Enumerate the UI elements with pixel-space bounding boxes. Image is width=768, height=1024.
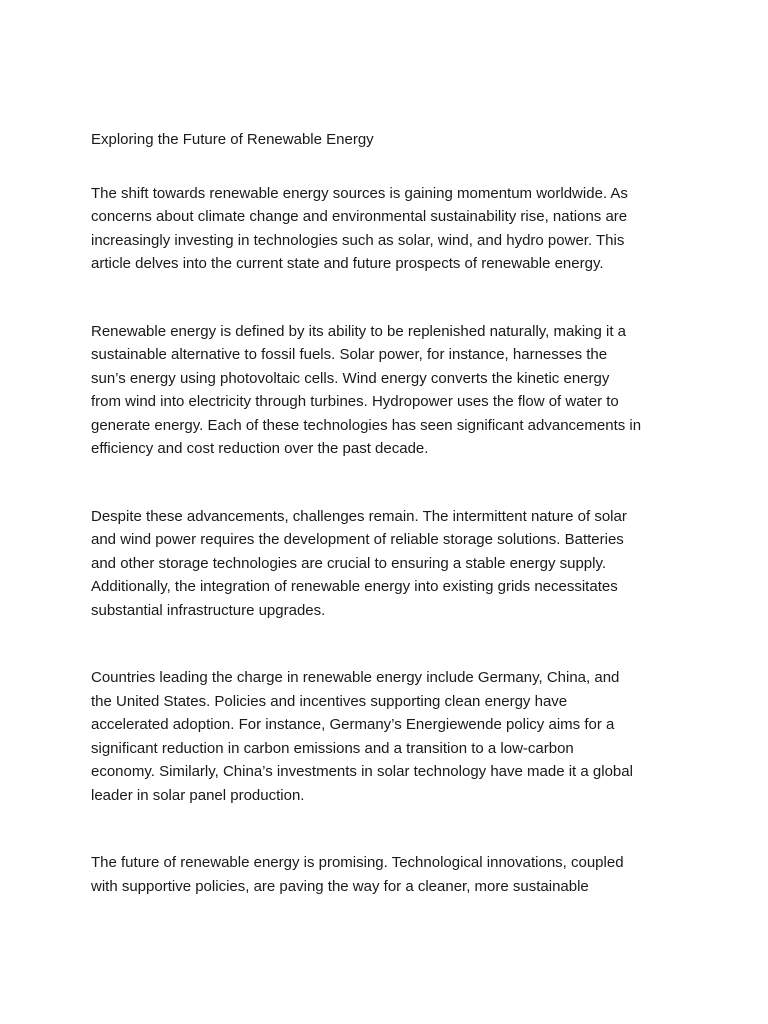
- paragraph-line: The future of renewable energy is promising. Technological innovations, coupled: [91, 854, 624, 871]
- paragraph-line: accelerated adoption. For instance, Germany’s Energiewende policy aims for a: [91, 716, 615, 733]
- paragraph-line: efficiency and cost reduction over the past decade.: [91, 440, 429, 457]
- paragraph-line: substantial infrastructure upgrades.: [91, 601, 326, 619]
- paragraph-line: from wind into electricity through turbines. Hydropower uses the flow of water to: [91, 393, 619, 410]
- paragraph-intro: [91, 182, 681, 276]
- paragraph-line: article delves into the current state and future prospects of renewable energy.: [91, 255, 604, 272]
- paragraph-line: and other storage technologies are crucial to ensuring a stable energy supply.: [91, 554, 607, 572]
- paragraph-line: Additionally, the integration of renewable energy into existing grids necessitates: [91, 578, 618, 595]
- paragraph-line: economy. Similarly, China’s investments in solar technology have made it a global: [91, 763, 633, 780]
- paragraph-line: the United States. Policies and incentives supporting clean energy have: [91, 692, 568, 710]
- paragraph-line: with supportive policies, are paving the way for a cleaner, more sustainable: [91, 877, 589, 895]
- paragraph-line: sun’s energy using photovoltaic cells. Wind energy converts the kinetic energy: [91, 369, 610, 387]
- paragraph-line: The shift towards renewable energy sources is gaining momentum worldwide. As: [91, 184, 628, 202]
- paragraph-definition: [91, 320, 681, 461]
- paragraph-line: increasingly investing in technologies such as solar, wind, and hydro power. This: [91, 231, 625, 249]
- paragraph-line: leader in solar panel production.: [91, 786, 305, 804]
- paragraph-line: Renewable energy is defined by its ability to be replenished naturally, making it a: [91, 322, 627, 340]
- document-title: Exploring the Future of Renewable Energy: [91, 131, 374, 148]
- paragraph-challenges: [91, 505, 681, 623]
- paragraph-line: and wind power requires the development of reliable storage solutions. Batteries: [91, 531, 624, 548]
- paragraph-countries: [91, 666, 681, 807]
- paragraph-line: Despite these advancements, challenges remain. The intermittent nature of solar: [91, 507, 627, 525]
- document-body: [91, 128, 681, 942]
- paragraph-future: [91, 851, 681, 898]
- paragraph-line: sustainable alternative to fossil fuels. Solar power, for instance, harnesses the: [91, 346, 608, 363]
- paragraph-line: generate energy. Each of these technologies has seen significant advancements in: [91, 416, 642, 434]
- paragraph-line: significant reduction in carbon emissions and a transition to a low-carbon: [91, 739, 574, 757]
- paragraph-line: concerns about climate change and environmental sustainability rise, nations are: [91, 208, 628, 225]
- paragraph-line: Countries leading the charge in renewable energy include Germany, China, and: [91, 669, 620, 686]
